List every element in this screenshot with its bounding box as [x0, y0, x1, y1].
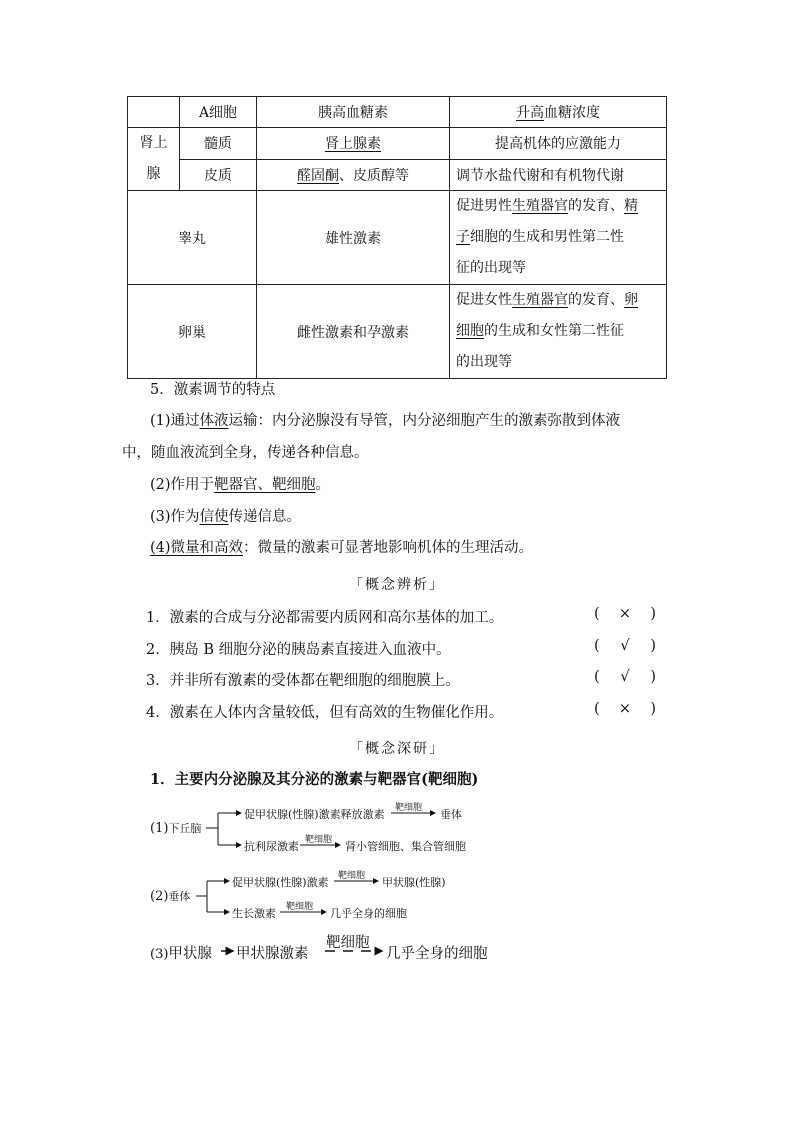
hormone-label: 生长激素: [232, 907, 276, 920]
target-label: 甲状腺(性腺): [382, 876, 446, 889]
text: (3): [150, 947, 169, 962]
table-cell: 髓质: [180, 128, 257, 160]
diagram-number: [150, 942, 212, 963]
text: 传递信息。: [228, 509, 302, 525]
paren: ): [650, 638, 656, 654]
table-cell: 雌性激素和孕激素: [257, 285, 450, 379]
underlined-term: 生殖器官: [512, 292, 568, 308]
table-cell: 胰高血糖素: [257, 97, 450, 128]
table-cell: 提高机体的应激能力: [450, 128, 667, 160]
underlined-term: 升高: [516, 105, 544, 121]
table-cell: 皮质: [180, 159, 257, 191]
hormone-label: 抗利尿激素: [244, 840, 299, 853]
paren: (: [594, 701, 600, 717]
target-label: 几乎全身的细胞: [386, 946, 488, 962]
target-label: 肾小管细胞、集合管细胞: [345, 840, 466, 853]
paren: (: [594, 638, 600, 654]
underlined-term: (4)微量和高效: [150, 540, 244, 556]
table-cell: 卵巢: [128, 285, 257, 379]
table-cell: 调节水盐代谢和有机物代谢: [450, 159, 667, 191]
arrow-label: 靶细胞: [305, 835, 333, 845]
arrow-label: 靶细胞: [395, 803, 423, 813]
text: (3)作为: [150, 509, 200, 525]
hormone-label: 促甲状腺(性腺)激素: [232, 876, 329, 889]
paren: (: [594, 669, 600, 685]
text: (1)通过: [150, 413, 200, 429]
hormone-label: 促甲状腺(性腺)激素释放激素: [244, 808, 385, 821]
text: ：微量的激素可显著地影响机体的生理活动。: [243, 540, 534, 556]
section-heading: 「概念辨析」: [349, 577, 445, 593]
cross-icon: ×: [618, 701, 632, 717]
check-icon: √: [620, 669, 630, 685]
check-icon: √: [620, 638, 630, 654]
paren: ): [650, 669, 656, 685]
diagram-number: [150, 820, 201, 836]
arrow-label: 靶细胞: [326, 935, 370, 951]
text: (1): [150, 821, 169, 836]
target-label: 几乎全身的细胞: [330, 907, 407, 920]
cross-icon: ×: [618, 606, 632, 622]
underlined-term: 生殖器官: [512, 198, 568, 214]
cell-text: 征的出现等: [456, 260, 526, 276]
underlined-term: 醛固酮: [297, 167, 339, 184]
underlined-term: 精: [624, 198, 638, 214]
underlined-term: 细胞: [456, 323, 484, 339]
cell-text: 血糖浓度: [544, 105, 600, 121]
gland-label: 下丘脑: [168, 822, 202, 835]
gland-label: 垂体: [168, 890, 191, 903]
text: 。: [315, 477, 331, 493]
judge-text: 2．胰岛 B 细胞分泌的胰岛素直接进入血液中。: [146, 642, 451, 658]
arrow-label: 靶细胞: [338, 871, 366, 881]
underlined-term: 子: [456, 229, 470, 245]
paren: ): [650, 701, 656, 717]
underlined-term: 肾上腺素: [325, 136, 381, 153]
cell-text: 促进男性: [456, 198, 512, 214]
table-cell: A细胞: [180, 97, 257, 128]
section-heading: 「概念深研」: [349, 741, 445, 757]
paragraph: 中，随血液流到全身，传递各种信息。: [122, 445, 369, 461]
text: 运输：内分泌腺没有导管，内分泌细胞产生的激素弥散到体液: [228, 413, 621, 429]
text: (2)作用于: [150, 477, 215, 493]
table-cell: 雄性激素: [257, 191, 450, 285]
cell-text: 的生成和女性第二性征: [484, 323, 624, 339]
hormone-label: 甲状腺激素: [236, 946, 309, 962]
text: (2): [150, 889, 169, 904]
arrow-label: 靶细胞: [286, 902, 314, 912]
underlined-term: 靶器官、靶细胞: [214, 477, 316, 493]
organ-name: 肾上腺: [139, 135, 168, 182]
judge-text: 3．并非所有激素的受体都在靶细胞的细胞膜上。: [146, 673, 460, 689]
section-title: 5．激素调节的特点: [150, 382, 276, 398]
diagram-number: [150, 888, 190, 904]
paren: (: [594, 606, 600, 622]
underlined-term: 体液: [199, 413, 229, 429]
cell-text: 促进女性: [456, 292, 512, 308]
table-cell: 睾丸: [128, 191, 257, 285]
underlined-term: 信使: [199, 509, 229, 525]
judge-text: 1．激素的合成与分泌都需要内质网和高尔基体的加工。: [146, 610, 504, 626]
cell-text: 的发育、: [568, 292, 624, 308]
underlined-term: 卵: [624, 292, 638, 308]
target-label: 垂体: [440, 808, 462, 821]
gland-label: 甲状腺: [168, 946, 212, 962]
subsection-title: 1．主要内分泌腺及其分泌的激素与靶器官(靶细胞): [150, 771, 479, 788]
judge-text: 4．激素在人体内含量较低，但有高效的生物催化作用。: [146, 705, 504, 721]
paren: ): [650, 606, 656, 622]
cell-text: 细胞的生成和男性第二性: [470, 229, 624, 245]
cell-text: 的出现等: [456, 354, 512, 370]
cell-text: 的发育、: [568, 198, 624, 214]
cell-text: 、皮质醇等: [339, 167, 409, 184]
